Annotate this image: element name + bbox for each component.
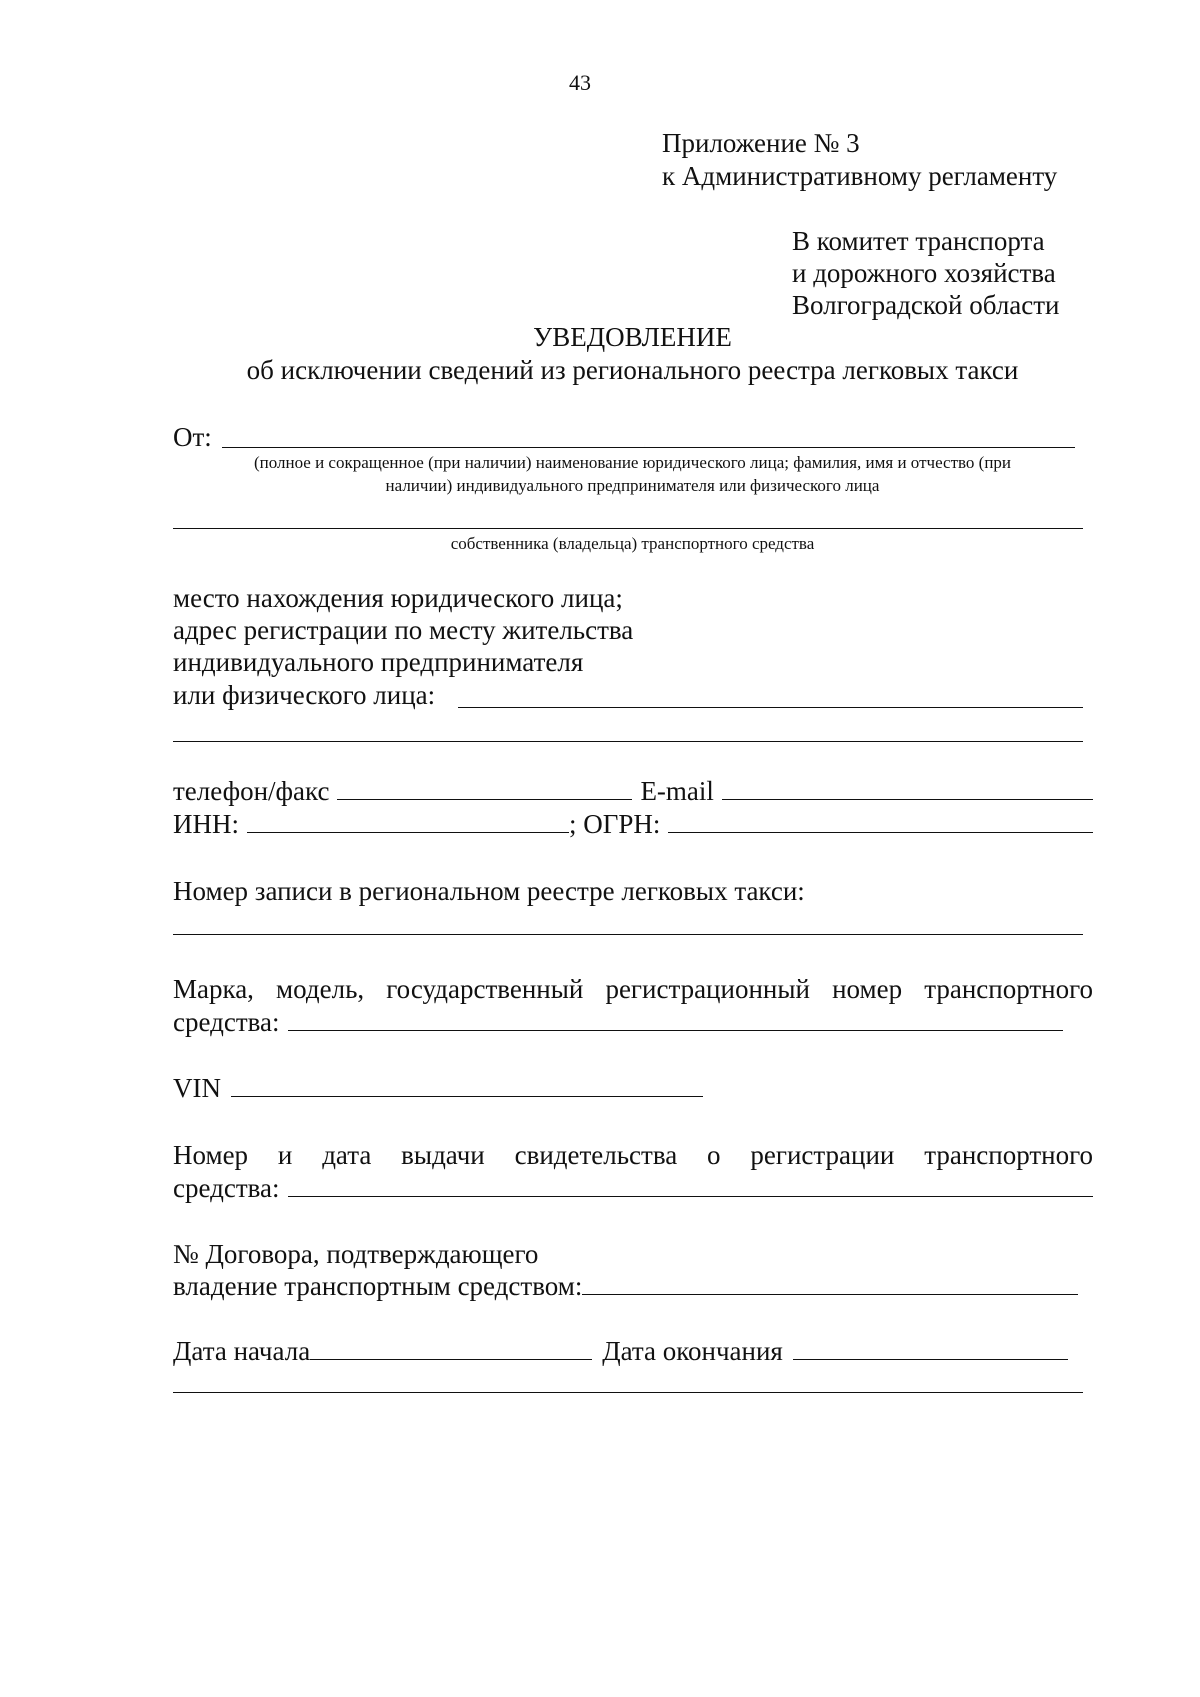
end-date-field[interactable] — [793, 1337, 1068, 1360]
appendix-line-2: к Административному регламенту — [662, 161, 1058, 191]
page-number: 43 — [569, 70, 591, 95]
addressee-line-1: В комитет транспорта — [792, 226, 1045, 256]
addressee-line-2: и дорожного хозяйства — [792, 258, 1056, 288]
certificate-row — [173, 1172, 1093, 1205]
certificate-label-line-1: Номер и дата выдачи свидетельства о регистрации транспортного — [173, 1140, 1093, 1170]
registry-label: Номер записи в региональном реестре легковых такси: — [173, 876, 805, 906]
email-label: E-mail — [640, 776, 714, 806]
document-title: УВЕДОВЛЕНИЕ — [533, 322, 732, 352]
vehicle-label-line-2: средства: — [173, 1007, 280, 1037]
address-field[interactable] — [458, 707, 1083, 708]
vehicle-row — [173, 1006, 1063, 1039]
document-subtitle: об исключении сведений из регионального реестра легковых такси — [246, 355, 1019, 385]
phone-field[interactable] — [337, 777, 632, 800]
contract-field[interactable] — [582, 1272, 1078, 1295]
phone-label: телефон/факс — [173, 776, 330, 806]
dates-field-continued[interactable] — [173, 1392, 1083, 1393]
vehicle-label-line-1: Марка, модель, государственный регистрационный номер транспортного — [173, 974, 1093, 1004]
address-line-2: адрес регистрации по месту жительства — [173, 615, 634, 645]
dates-row — [173, 1335, 1068, 1368]
vin-label: VIN — [173, 1073, 221, 1103]
end-date-label: Дата окончания — [602, 1336, 783, 1366]
contacts-row — [173, 775, 1093, 808]
email-field[interactable] — [722, 777, 1093, 800]
contract-row — [173, 1270, 1078, 1303]
contract-label-line-2: владение транспортным средством: — [173, 1271, 583, 1301]
from-name-field[interactable] — [222, 447, 1075, 448]
vehicle-field[interactable] — [288, 1008, 1063, 1031]
from-label: От: — [173, 422, 212, 452]
contract-label-line-1: № Договора, подтверждающего — [173, 1239, 539, 1269]
address-line-3: индивидуального предпринимателя — [173, 647, 584, 677]
appendix-line-1: Приложение № 3 — [662, 128, 860, 158]
address-line-1: место нахождения юридического лица; — [173, 583, 623, 613]
inn-ogrn-row — [173, 808, 1093, 841]
address-field-continued[interactable] — [173, 741, 1083, 742]
start-date-label: Дата начала — [173, 1336, 311, 1366]
vin-row — [173, 1072, 703, 1105]
start-date-field[interactable] — [310, 1337, 592, 1360]
from-hint-line-1: (полное и сокращенное (при наличии) наименование юридического лица; фамилия, имя и отчество (при — [253, 453, 1012, 472]
addressee-line-3: Волгоградской области — [792, 290, 1060, 320]
address-line-4: или физического лица: — [173, 680, 436, 710]
from-hint-line-3: собственника (владельца) транспортного средства — [450, 534, 815, 553]
owner-name-field[interactable] — [173, 528, 1083, 529]
certificate-label-line-2: средства: — [173, 1173, 280, 1203]
inn-field[interactable] — [247, 810, 569, 833]
ogrn-label: ; ОГРН: — [569, 809, 661, 839]
from-hint-line-2: наличии) индивидуального предпринимателя или физического лица — [385, 476, 880, 495]
vin-field[interactable] — [231, 1074, 703, 1097]
certificate-field[interactable] — [288, 1174, 1093, 1197]
registry-field[interactable] — [173, 934, 1083, 935]
ogrn-field[interactable] — [668, 810, 1093, 833]
inn-label: ИНН: — [173, 809, 239, 839]
